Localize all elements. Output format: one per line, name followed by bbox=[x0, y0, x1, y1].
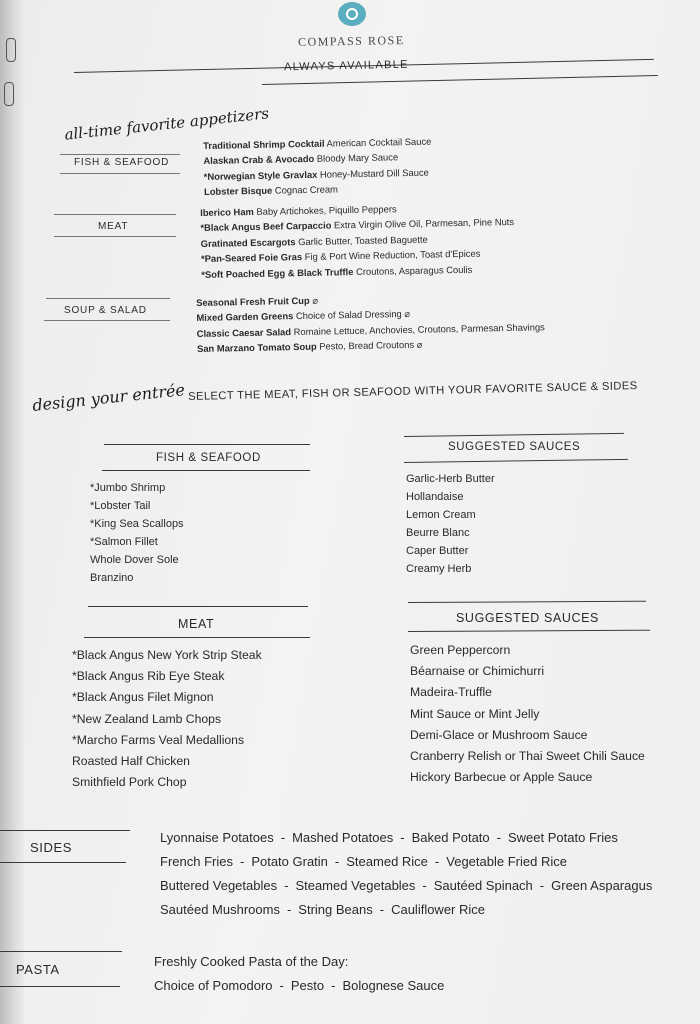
appetizer-category-meat: MEAT bbox=[98, 221, 129, 232]
divider bbox=[54, 214, 176, 215]
pasta-option: Choice of Pomodoro bbox=[154, 978, 273, 993]
separator-dash: - bbox=[279, 978, 284, 993]
separator-dash: - bbox=[434, 854, 440, 869]
separator-dash: - bbox=[379, 902, 385, 917]
appetizer-category-fish: FISH & SEAFOOD bbox=[74, 157, 170, 168]
sides-label: SIDES bbox=[30, 840, 73, 855]
fish-item: *King Sea Scallops bbox=[90, 518, 184, 530]
appetizer-list-fish bbox=[203, 134, 432, 200]
fish-sauce-list bbox=[406, 470, 495, 578]
fish-sauce-item: Beurre Blanc bbox=[406, 527, 470, 539]
appetizer-name: Gratinated Escargots bbox=[200, 235, 296, 249]
meat-sauce-item: Madeira-Truffle bbox=[410, 685, 492, 700]
appetizers-script-title: all-time favorite appetizers bbox=[63, 104, 270, 144]
separator-dash: - bbox=[422, 878, 427, 893]
appetizer-description: American Cocktail Sauce bbox=[324, 135, 432, 149]
separator-dash: - bbox=[239, 854, 245, 869]
separator-dash: - bbox=[334, 854, 340, 869]
meat-sauce-list bbox=[410, 640, 645, 788]
meat-sauce-item: Mint Sauce or Mint Jelly bbox=[410, 706, 540, 721]
fish-sauce-item: Hollandaise bbox=[406, 491, 464, 503]
separator-dash: - bbox=[286, 902, 292, 917]
fish-sauce-item: Creamy Herb bbox=[406, 563, 472, 575]
pasta-label: PASTA bbox=[16, 962, 60, 977]
appetizer-description: Garlic Butter, Toasted Baguette bbox=[295, 233, 428, 247]
compass-rose-logo-icon bbox=[338, 2, 366, 26]
sides-row bbox=[160, 898, 652, 922]
pasta-options bbox=[154, 974, 444, 998]
appetizer-name: Iberico Ham bbox=[200, 205, 254, 218]
fish-item: *Jumbo Shrimp bbox=[90, 482, 166, 494]
fish-sauce-item: Garlic-Herb Butter bbox=[406, 473, 495, 485]
meat-sauce-item: Cranberry Relish or Thai Sweet Chili Sauce bbox=[410, 749, 645, 764]
appetizer-list-meat bbox=[200, 199, 515, 282]
meat-item: Roasted Half Chicken bbox=[72, 754, 190, 769]
section-title: ALWAYS AVAILABLE bbox=[283, 58, 409, 74]
fish-sauce-title: SUGGESTED SAUCES bbox=[448, 441, 581, 453]
divider bbox=[84, 637, 310, 638]
pasta-option: Pesto bbox=[290, 978, 325, 993]
meat-item: *New Zealand Lamb Chops bbox=[72, 711, 222, 726]
meat-item: Smithfield Pork Chop bbox=[72, 775, 187, 790]
side-item: Steamed Rice bbox=[346, 854, 428, 869]
appetizer-name: *Soft Poached Egg & Black Truffle bbox=[201, 265, 354, 280]
meat-sauce-item: Hickory Barbecue or Apple Sauce bbox=[410, 770, 593, 785]
pasta-line: Freshly Cooked Pasta of the Day: bbox=[154, 954, 349, 969]
fish-item: *Salmon Fillet bbox=[90, 536, 158, 548]
appetizer-name: Alaskan Crab & Avocado bbox=[203, 153, 315, 167]
divider bbox=[404, 459, 628, 463]
divider bbox=[46, 298, 170, 299]
vegetarian-icon: ⌀ bbox=[309, 294, 319, 306]
appetizer-category-soup-salad: SOUP & SALAD bbox=[64, 305, 147, 316]
separator-dash: - bbox=[280, 830, 286, 845]
appetizer-description: Choice of Salad Dressing bbox=[293, 308, 402, 322]
separator-dash: - bbox=[284, 878, 289, 893]
appetizer-item bbox=[204, 180, 432, 200]
page-binding-edge bbox=[0, 0, 24, 1024]
separator-dash: - bbox=[331, 978, 336, 993]
entree-instruction: SELECT THE MEAT, FISH OR SEAFOOD WITH YOUR FAVORITE SAUCE & SIDES bbox=[188, 380, 638, 403]
meat-sauce-item: Demi-Glace or Mushroom Sauce bbox=[410, 727, 588, 742]
appetizer-name: San Marzano Tomato Soup bbox=[196, 340, 317, 355]
entree-script-title: design your entrée bbox=[31, 380, 186, 415]
fish-item: *Lobster Tail bbox=[90, 500, 151, 512]
side-item: Buttered Vegetables bbox=[160, 878, 278, 893]
meat-item: *Black Angus Filet Mignon bbox=[72, 690, 214, 705]
side-item: Baked Potato bbox=[411, 830, 490, 845]
side-item: String Beans bbox=[298, 902, 373, 917]
fish-sauce-item: Caper Butter bbox=[406, 545, 469, 557]
sides-row bbox=[160, 874, 652, 898]
side-item: Potato Gratin bbox=[251, 854, 328, 869]
meat-item: *Marcho Farms Veal Medallions bbox=[72, 732, 245, 747]
pasta-option: Bolognese Sauce bbox=[342, 978, 445, 993]
side-item: Sautéed Spinach bbox=[433, 878, 533, 893]
meat-sauce-item: Béarnaise or Chimichurri bbox=[410, 664, 545, 679]
sides-row bbox=[160, 826, 652, 850]
fish-seafood-list bbox=[90, 479, 184, 587]
separator-dash: - bbox=[496, 830, 501, 845]
appetizer-description: Croutons, Asparagus Coulis bbox=[353, 263, 473, 277]
appetizer-description: Fig & Port Wine Reduction, Toast d'Epices bbox=[302, 247, 481, 263]
fish-seafood-title: FISH & SEAFOOD bbox=[156, 452, 261, 464]
appetizer-name: Seasonal Fresh Fruit Cup bbox=[196, 294, 310, 308]
appetizer-description: Romaine Lettuce, Anchovies, Croutons, Parmesan Shavings bbox=[290, 321, 545, 337]
appetizer-list-soup-salad bbox=[196, 288, 545, 356]
divider bbox=[44, 320, 170, 321]
binder-ring-icon bbox=[6, 38, 16, 62]
divider bbox=[262, 75, 658, 85]
appetizer-name: *Norwegian Style Gravlax bbox=[203, 168, 318, 182]
vegetarian-icon: ⌀ bbox=[413, 338, 423, 351]
meat-sauce-title: SUGGESTED SAUCES bbox=[456, 611, 599, 625]
sides-list bbox=[160, 826, 652, 922]
side-item: Sweet Potato Fries bbox=[508, 830, 618, 845]
appetizer-name: *Black Angus Beef Carpaccio bbox=[200, 219, 332, 234]
side-item: Steamed Vegetables bbox=[295, 878, 416, 893]
pasta-text bbox=[154, 950, 444, 998]
divider bbox=[408, 601, 646, 603]
sides-row bbox=[160, 850, 652, 874]
appetizer-name: *Pan-Seared Foie Gras bbox=[200, 251, 303, 265]
side-item: French Fries bbox=[160, 854, 233, 869]
separator-dash: - bbox=[400, 830, 405, 845]
binder-ring-icon bbox=[4, 82, 14, 106]
appetizer-description: Pesto, Bread Croutons bbox=[316, 339, 415, 352]
appetizer-name: Classic Caesar Salad bbox=[196, 325, 292, 339]
divider bbox=[104, 444, 310, 445]
fish-item: Branzino bbox=[90, 572, 134, 584]
divider bbox=[60, 173, 180, 174]
fish-item: Whole Dover Sole bbox=[90, 554, 179, 566]
divider bbox=[0, 862, 126, 863]
appetizer-name: Lobster Bisque bbox=[203, 184, 273, 198]
side-item: Green Asparagus bbox=[551, 878, 653, 893]
divider bbox=[0, 986, 120, 987]
appetizer-description: Extra Virgin Olive Oil, Parmesan, Pine Nuts bbox=[331, 216, 515, 231]
appetizer-description: Baby Artichokes, Piquillo Peppers bbox=[253, 203, 397, 217]
divider bbox=[0, 951, 122, 952]
side-item: Mashed Potatoes bbox=[292, 830, 394, 845]
side-item: Vegetable Fried Rice bbox=[446, 854, 567, 869]
appetizer-name: Mixed Garden Greens bbox=[196, 310, 294, 324]
divider bbox=[60, 154, 180, 155]
appetizer-description: Honey-Mustard Dill Sauce bbox=[317, 166, 429, 180]
side-item: Cauliflower Rice bbox=[391, 902, 485, 917]
appetizer-description: Cognac Cream bbox=[272, 183, 339, 196]
meat-item: *Black Angus Rib Eye Steak bbox=[72, 669, 225, 684]
appetizer-name: Traditional Shrimp Cocktail bbox=[203, 137, 325, 151]
separator-dash: - bbox=[539, 878, 545, 893]
meat-list bbox=[72, 645, 262, 793]
fish-sauce-item: Lemon Cream bbox=[406, 509, 476, 521]
meat-title: MEAT bbox=[178, 617, 215, 631]
divider bbox=[404, 433, 624, 437]
divider bbox=[54, 236, 176, 237]
meat-sauce-item: Green Peppercorn bbox=[410, 643, 511, 657]
divider bbox=[102, 470, 310, 471]
divider bbox=[88, 606, 308, 607]
side-item: Lyonnaise Potatoes bbox=[160, 830, 274, 845]
divider bbox=[0, 830, 130, 831]
restaurant-name: COMPASS ROSE bbox=[297, 33, 405, 49]
appetizer-description: Bloody Mary Sauce bbox=[314, 151, 399, 165]
vegetarian-icon: ⌀ bbox=[401, 308, 411, 320]
divider bbox=[408, 630, 650, 632]
meat-item: *Black Angus New York Strip Steak bbox=[72, 648, 262, 662]
side-item: Sautéed Mushrooms bbox=[160, 902, 280, 917]
